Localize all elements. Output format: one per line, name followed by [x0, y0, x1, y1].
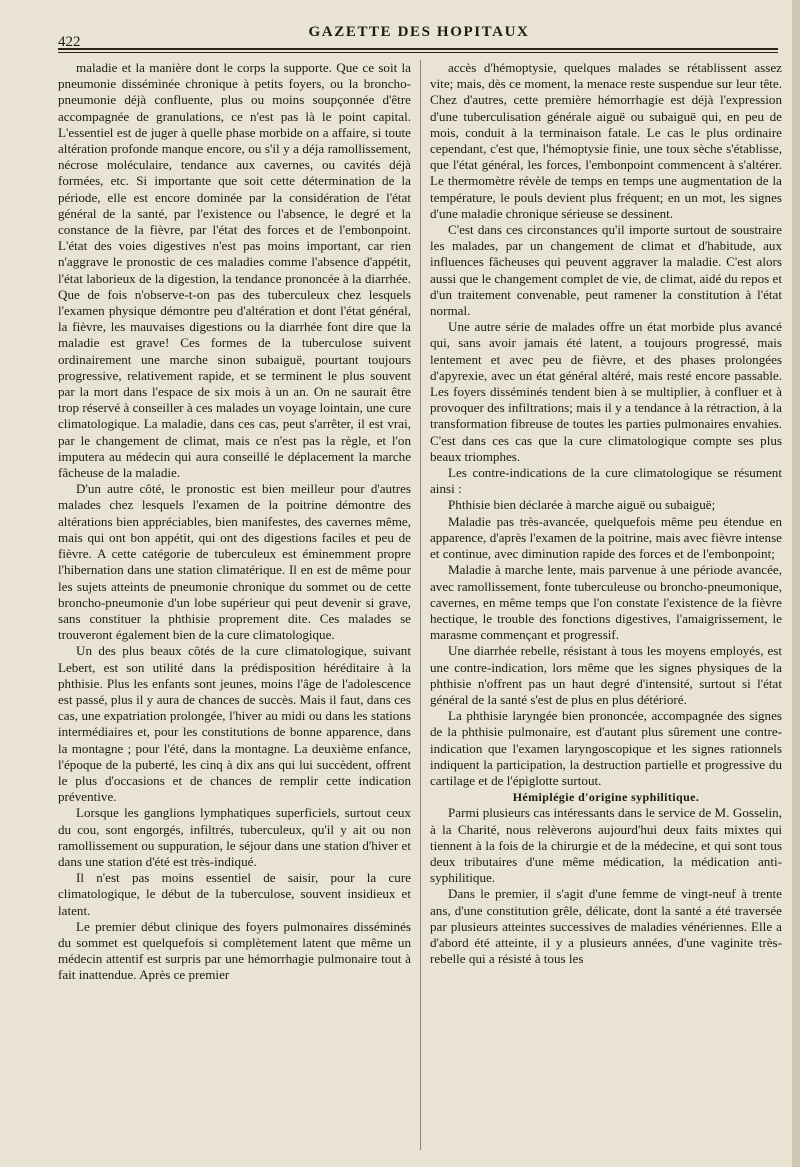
paragraph: La phthisie laryngée bien prononcée, accompagnée des signes de la phthisie pulmonaire, est d'autant plus sûrement une contre-indication que l'examen laryngoscopique et les signes rationnels indiquent la participation, la destruction partielle et progressive du cartilage et de l'épiglotte surtout.	[430, 708, 782, 788]
list-item: Phthisie bien déclarée à marche aiguë ou subaiguë;	[448, 497, 716, 513]
header-rule-thin	[58, 52, 778, 53]
left-column	[58, 60, 411, 984]
page-number: 422	[58, 34, 81, 50]
paragraph: accès d'hémoptysie, quelques malades se rétablissent assez vite; mais, dès ce moment, la menace reste suspendue sur leur tête. Chez d'autres, cette première hémorrhagie est déjà l'expression d'une tuberculisation générale aiguë ou subaiguë qui, en peu de mois, conduit à la terminaison fatale. Le cas le plus ordinaire cependant, c'est que, l'hémoptysie finie, une toux sèche s'établisse, que l'état général, les forces, l'embonpoint commencent à s'altérer. Le thermomètre révèle de temps en temps une augmentation de la température, le pouls devient plus fréquent; en un mot, les signes d'une maladie chronique sérieuse se dessinent.	[430, 60, 782, 221]
paragraph: D'un autre côté, le pronostic est bien meilleur pour d'autres malades chez lesquels l'examen de la poitrine démontre des altérations bien appréciables, bien manifestes, des cavernes même, mais qui ont bon appétit, qui ont des digestions faciles et peu de fièvre. A cette catégorie de tuberculeux est éminemment propre l'hibernation dans une station climatérique. Il en est de même pour les sujets atteints de pneumonie chronique du sommet ou de cette broncho-pneumonie d'un lobe supérieur qui peut devenir si grave, sans constituer la phthisie proprement dite. Ces malades se trouveront également bien de la cure climatologique.	[58, 481, 411, 643]
journal-title: GAZETTE DES HOPITAUX	[308, 24, 530, 40]
paragraph: Le premier début clinique des foyers pulmonaires disséminés du sommet est quelquefois si complètement latent que même un médecin attentif est surpris par une hémorrhagie pulmonaire tout à fait inattendue. Après ce premier	[58, 918, 411, 983]
paragraph: Il n'est pas moins essentiel de saisir, pour la cure climatologique, le début de la tuberculose, souvent insidieux et latent.	[58, 870, 411, 918]
paragraph: Lorsque les ganglions lymphatiques superficiels, surtout ceux du cou, sont engorgés, infiltrés, tuberculeux, qu'il y ait ou non ramollissement ou suppuration, le séjour dans une station d'hiver et dans une station d'été est très-indiqué.	[58, 805, 411, 869]
page-header	[58, 18, 780, 50]
paragraph: C'est dans ces circonstances qu'il importe surtout de soustraire les malades, par un changement de climat et d'habitude, aux influences fâcheuses qui peuvent aggraver la maladie. C'est alors aussi que le changement complet de vie, de climat, aidé du repos et d'un traitement convenable, peut ramener la constitution à l'état normal.	[430, 222, 782, 319]
paragraph: Un des plus beaux côtés de la cure climatologique, suivant Lebert, est son utilité dans la prédisposition héréditaire à la phthisie. Plus les enfants sont jeunes, moins l'âge de l'adolescence est passé, plus il y aura de chances de succès. Mais il faut, dans ces cas, une expatriation prolongée, l'hiver au midi ou dans les stations intermédiaires et, pour les constitutions de bonne apparence, dans la montagne ; pour l'été, dans la montagne. La deuxième enfance, l'époque de la puberté, les cinq à dix ans qui lui succèdent, offrent le plus d'occasions et de chances de remplir cette indication préventive.	[58, 643, 411, 805]
paragraph: Dans le premier, il s'agit d'une femme de vingt-neuf à trente ans, d'une constitution grêle, délicate, dont la santé a été traversée par plusieurs atteintes successives de maladies vénériennes. Elle a d'abord été atteinte, il y a plusieurs années, d'une vaginite très-rebelle qui a résisté à tous les	[430, 886, 782, 967]
header-rule	[58, 48, 778, 50]
right-column	[430, 60, 782, 967]
paragraph: maladie et la manière dont le corps la supporte. Que ce soit la pneumonie disséminée chronique à petits foyers, ou la broncho-pneumonie déjà confluente, plus ou moins soupçonnée d'être accompagnée de granulations, ce n'est pas là le point capital. L'essentiel est de juger à quelle phase morbide on a affaire, si toute altération profonde manque encore, ou s'il y a déja ramollissement, nécrose moléculaire, tendance aux cavernes, ou cavités déjà formées, etc. Si importante que soit cette détermination de la période, elle est encore dominée par la considération de l'état général de la santé, par l'existence ou l'absence, le degré et la constance de la fièvre, par l'état des forces et de l'embonpoint. L'état des voies digestives n'est pas moins important, car rien n'aggrave le pronostic de ces maladies comme l'absence d'appétit, l'état laborieux de la digestion, la tendance prononcée à la diarrhée. Que de fois n'observe-t-on pas des tuberculeux chez lesquels l'examen physique démontre peu d'altération et dont l'état général, la fièvre, les mauvaises digestions ou la diarrhée font dire que la maladie est grave! Ces formes de la tuberculose suivent ordinairement une marche sinon subaiguë, pourtant toujours progressive, relativement rapide, et se terminent le plus souvent par la mort dans l'espace de six mois à un an. On ne saurait être trop réservé à conseiller à ces malades un voyage lointain, une cure climatologique. La maladie, dans ces cas, peut s'arrêter, il est vrai, par le changement de climat, mais ce n'est pas la règle, et l'on imputera au médecin qui aura conseillé le déplacement la marche fâcheuse de la maladie.	[58, 60, 411, 481]
list-item: Maladie à marche lente, mais parvenue à une période avancée, avec ramollissement, fonte tuberculeuse ou broncho-pneumonique, cavernes, en même temps que l'on constate l'existence de la fièvre hectique, le trouble des fonctions digestives, l'amaigrissement, le marasme commençant et progressif.	[430, 562, 782, 643]
paragraph: Une autre série de malades offre un état morbide plus avancé qui, sans avoir jamais été latent, a toujours progressé, mais lentement et avec peu de fièvre, et des phases prolongées d'apyrexie, avec un état général altéré, mais resté encore passable. Les foyers disséminés tendent bien à se multiplier, à confluer et à provoquer des infiltrations; mais il y a tendance à la rétraction, à la transformation fibreuse de toutes les parties pulmonaires envahies. C'est dans ces cas que la cure climatologique compte ses plus beaux triomphes.	[430, 319, 782, 464]
section-title: Hémiplégie d'origine syphilitique.	[512, 790, 700, 805]
page-edge	[792, 0, 800, 1167]
list-item: Maladie pas très-avancée, quelquefois même peu étendue en apparence, d'après l'examen de la poitrine, mais avec fièvre intense et continue, avec diminution rapide des forces et de l'embonpoint;	[430, 513, 782, 562]
paragraph: Une diarrhée rebelle, résistant à tous les moyens employés, est une contre-indication, lors même que les signes physiques de la phthisie n'offrent pas un haut degré d'intensité, surtout si l'état général de la santé s'est de plus en plus détérioré.	[430, 643, 782, 707]
column-divider	[420, 60, 421, 1150]
paragraph: Les contre-indications de la cure climatologique se résument ainsi :	[430, 465, 782, 497]
paragraph: Parmi plusieurs cas intéressants dans le service de M. Gosselin, à la Charité, nous relèverons aujourd'hui deux faits mixtes qui tiennent à la fois de la chirurgie et de la médecine, et qui sont tous deux tributaires d'une même médication, la médication anti-syphilitique.	[430, 805, 782, 886]
